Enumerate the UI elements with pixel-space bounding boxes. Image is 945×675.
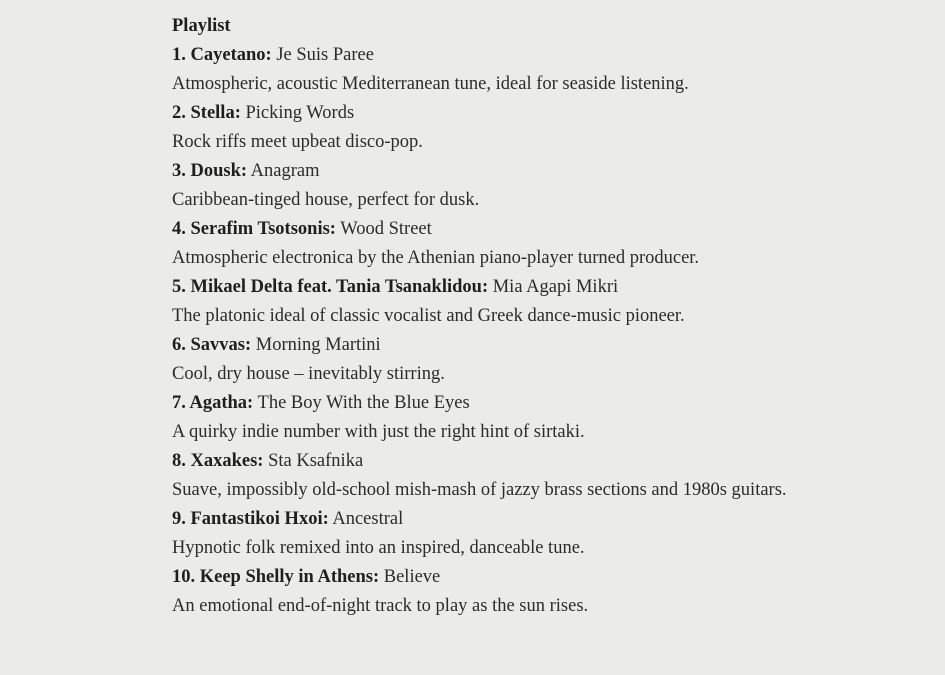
track-title-line bbox=[172, 447, 852, 476]
track-title-line bbox=[172, 41, 852, 70]
track-song: Sta Ksafnika bbox=[268, 451, 364, 471]
track-description: Cool, dry house – inevitably stirring. bbox=[172, 364, 445, 384]
track-song: Morning Martini bbox=[255, 335, 381, 355]
track-description: Rock riffs meet upbeat disco-pop. bbox=[172, 132, 423, 152]
track-number: 2. bbox=[172, 103, 186, 123]
track-number: 5. bbox=[172, 277, 186, 297]
track-artist-label bbox=[172, 509, 329, 529]
track-artist: Stella: bbox=[190, 103, 241, 123]
track-artist-label bbox=[172, 219, 336, 239]
track-number: 3. bbox=[172, 161, 186, 181]
track-title-line bbox=[172, 215, 852, 244]
track-title-line bbox=[172, 505, 852, 534]
track-song: The Boy With the Blue Eyes bbox=[257, 393, 470, 413]
track-description: An emotional end-of-night track to play as the sun rises. bbox=[172, 596, 589, 616]
track-item bbox=[172, 389, 852, 447]
track-artist: Keep Shelly in Athens: bbox=[199, 567, 380, 587]
track-artist: Serafim Tsotsonis: bbox=[190, 219, 336, 239]
track-title-line bbox=[172, 99, 852, 128]
track-number: 10. bbox=[172, 567, 196, 587]
track-number: 7. bbox=[172, 393, 186, 413]
track-title-line bbox=[172, 331, 852, 360]
track-song: Ancestral bbox=[332, 509, 404, 529]
playlist-article bbox=[172, 12, 852, 621]
track-artist: Agatha: bbox=[189, 393, 254, 413]
track-description: Atmospheric, acoustic Mediterranean tune, ideal for seaside listening. bbox=[172, 74, 689, 94]
track-song: Anagram bbox=[250, 161, 320, 181]
track-item bbox=[172, 41, 852, 99]
track-item bbox=[172, 563, 852, 621]
track-artist-label bbox=[172, 567, 379, 587]
track-description: Hypnotic folk remixed into an inspired, danceable tune. bbox=[172, 538, 585, 558]
track-item bbox=[172, 331, 852, 389]
track-artist: Fantastikoi Hxoi: bbox=[190, 509, 329, 529]
track-artist-label bbox=[172, 161, 247, 181]
track-artist: Xaxakes: bbox=[190, 451, 264, 471]
track-number: 6. bbox=[172, 335, 186, 355]
track-song: Picking Words bbox=[245, 103, 355, 123]
track-description: Atmospheric electronica by the Athenian piano-player turned producer. bbox=[172, 248, 700, 268]
track-artist-label bbox=[172, 393, 253, 413]
track-artist-label bbox=[172, 103, 241, 123]
track-number: 8. bbox=[172, 451, 186, 471]
playlist-heading: Playlist bbox=[172, 16, 231, 36]
track-title-line bbox=[172, 389, 852, 418]
track-item bbox=[172, 99, 852, 157]
track-title-line bbox=[172, 273, 852, 302]
track-artist-label bbox=[172, 45, 272, 65]
track-artist: Dousk: bbox=[190, 161, 248, 181]
track-description: Suave, impossibly old-school mish-mash of jazzy brass sections and 1980s guitars. bbox=[172, 480, 787, 500]
track-song: Believe bbox=[383, 567, 441, 587]
track-description: The platonic ideal of classic vocalist and Greek dance-music pioneer. bbox=[172, 306, 685, 326]
track-artist-label bbox=[172, 335, 251, 355]
track-song: Je Suis Paree bbox=[276, 45, 374, 65]
track-number: 9. bbox=[172, 509, 186, 529]
track-item bbox=[172, 157, 852, 215]
track-item bbox=[172, 447, 852, 505]
track-artist: Mikael Delta feat. Tania Tsanaklidou: bbox=[190, 277, 489, 297]
track-title-line bbox=[172, 157, 852, 186]
track-title-line bbox=[172, 563, 852, 592]
track-artist-label bbox=[172, 277, 488, 297]
track-artist: Savvas: bbox=[190, 335, 252, 355]
track-item bbox=[172, 505, 852, 563]
track-song: Wood Street bbox=[340, 219, 432, 239]
track-number: 1. bbox=[172, 45, 186, 65]
track-artist: Cayetano: bbox=[190, 45, 272, 65]
track-item bbox=[172, 273, 852, 331]
track-description: A quirky indie number with just the right hint of sirtaki. bbox=[172, 422, 585, 442]
track-description: Caribbean-tinged house, perfect for dusk. bbox=[172, 190, 480, 210]
track-song: Mia Agapi Mikri bbox=[492, 277, 619, 297]
track-item bbox=[172, 215, 852, 273]
track-number: 4. bbox=[172, 219, 186, 239]
track-artist-label bbox=[172, 451, 263, 471]
track-list bbox=[172, 41, 852, 621]
